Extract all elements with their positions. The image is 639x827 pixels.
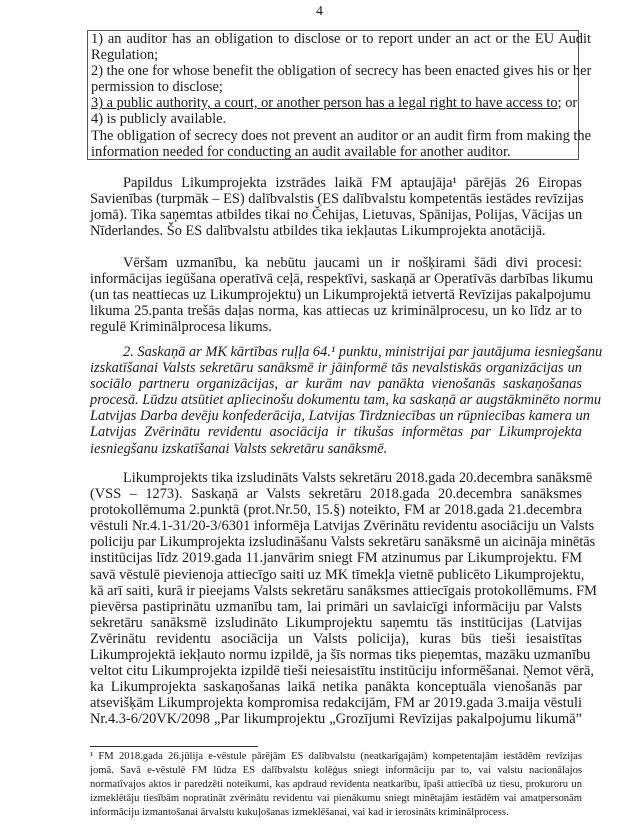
footnote-line: informāciju izmantošanai ārvalstu kukuļošanas izmeklēšanai, vai kad ir ierosināts kriminālprocess. — [90, 807, 509, 818]
paragraph-line: informācijas iegūšana operatīvā ceļā, respektīvi, saskaņā ar Operatīvās darbības likumu — [90, 271, 594, 288]
paragraph-line: likuma 25.panta trešās daļas norma, kas attiecas uz kriminālprocesu, un ko līdz ar to — [90, 303, 582, 320]
paragraph — [90, 175, 582, 239]
quote-line: information needed for conducting an audit available for another auditor. — [91, 143, 511, 160]
quote-line: 2) the one for whose benefit the obligation of secrecy has been enacted gives his or her — [91, 63, 592, 80]
paragraph-line: izskatīšanai Valsts sekretāru sanāksmē ir jāinformē tās nevalstiskās organizācijas un — [90, 360, 582, 377]
quote-line — [91, 95, 591, 111]
quote-line: 1) an auditor has an obligation to disclose or to report under an act or the EU Audit — [91, 31, 591, 47]
paragraph-line: Likumprojektā iekļauto normu izpildē, ja šīs normas tiks pieņemtas, mazāku uzmanību — [90, 647, 591, 664]
paragraph-line: Vēršam uzmanību, ka nebūtu jaucami un ir nošķirami šādi divi procesi: — [123, 255, 582, 271]
paragraph — [90, 344, 603, 457]
paragraph-line: protokollēmuma 2.punktā (prot.Nr.50, 15.§) noteikto, FM ar 2018.gada 21.decembra — [90, 502, 582, 519]
paragraph-line: procesā. Lūdzu atsūtiet apliecinošu dokumentu tam, ka saskaņā ar augstākminēto normu — [90, 392, 602, 409]
paragraph-line: Nīderlandes. Šo ES dalībvalstu atbildes tika iekļautas Likumprojekta anotācijā. — [90, 223, 546, 240]
paragraph-line: ka Likumprojekta saskaņošanas laikā netika panākta konceptuāla vienošanās par — [90, 679, 582, 696]
quoted-regulation-box — [87, 30, 592, 160]
paragraph-line: institūcijas līdz 2019.gada 11.janvārim sniegt FM atzinumus par Likumprojektu. FM — [90, 550, 582, 567]
page-number: 4 — [316, 4, 323, 19]
paragraph-line: vēstuli Nr.4.1-31/20-3/6301 informēja Latvijas Zvērinātu revidentu asociāciju un Valsts — [90, 518, 595, 535]
paragraph — [90, 470, 597, 728]
paragraph — [90, 255, 594, 336]
footnote-line: ¹ FM 2018.gada 26.jūlija e-vēstule pārējām ES dalībvalstu (neatkarīgajām) kompetentajām iestādēm revīzijas — [90, 751, 582, 762]
paragraph-line: Papildus Likumprojekta izstrādes laikā FM aptaujāja¹ pārējās 26 Eiropas — [123, 175, 582, 191]
paragraph-line: veltot citu Likumprojekta izpildē tieši neiesaistītu institūciju informēšanai. Ņemot vērā, — [90, 663, 594, 680]
quote-line: permission to disclose; — [91, 79, 223, 96]
quote-line: The obligation of secrecy does not prevent an auditor or an audit firm from making the — [91, 127, 591, 144]
text-suffix: ; or — [557, 95, 578, 112]
paragraph-line: jomā). Tika saņemtas atbildes tikai no Čehijas, Lietuvas, Spānijas, Polijas, Vācijas un — [90, 207, 583, 224]
quote-line: Regulation; — [91, 47, 159, 64]
paragraph-line: pievērsa pastiprinātu uzmanību tam, lai primāri un savlaicīgi informāciju par Valsts — [90, 598, 582, 615]
paragraph-line: atsevišķām Likumprojekta kompromisa redakcijām, FM ar 2019.gada 3.maija vēstuli — [90, 695, 582, 712]
paragraph-line: 2. Saskaņā ar MK kārtības ruļļa 64.¹ punktu, ministrijai par jautājuma iesniegšanu — [123, 344, 603, 360]
paragraph-line: (un tas neattiecas uz Likumprojektu) un Likumprojektā ietvertā Revīzijas pakalpojumu — [90, 287, 591, 304]
paragraph-line: Zvērinātu revidentu asociācija un Valsts policija), kuras būs tieši iesaistītas — [90, 630, 582, 647]
footnote-line: normatīvajos aktos ir paredzēti noteikumi, kas apdraud revidenta neatkarību, īpaši attiecībā uz tiesu, prokuroru un — [90, 779, 582, 790]
paragraph-line: policiju par Likumprojekta izsludināšanu Valsts sekretāru sanāksmē un aicināja minētās — [90, 534, 596, 551]
paragraph-line: Nr.4.3-6/20VK/2098 „Par likumprojektu „Grozījumi Revīzijas pakalpojumu likumā” — [90, 711, 582, 728]
paragraph-line: savā vēstulē pievienoja attiecīgo saiti uz MK tīmekļa vietnē publicēto Likumprojektu, — [90, 566, 585, 583]
paragraph-line: kā arī saiti, kurā ir pieejams Valsts sekretāru sanāksmes attiecīgais protokollēmums. FM — [90, 582, 597, 599]
paragraph-line: sekretāru sanāksmē izsludināto Likumprojektu saņemtu tās institūcijas (Latvijas — [90, 614, 582, 631]
paragraph-line: Latvijas Zvērinātu revidentu asociācija ir tikušas informētas par Likumprojekta — [90, 424, 582, 441]
footnote-line: izmeklētāju tiesībām nopratināt zvērinātu revidentu vai pienākumu sniegt minētajām iestādēm vai amatpersonām — [90, 793, 582, 804]
paragraph-line: Latvijas Darba devēju konfederācija, Latvijas Tirdzniecības un rūpniecības kamera un — [90, 408, 590, 425]
footnote-separator — [90, 746, 258, 747]
paragraph-line: regulē Kriminālprocesa likums. — [90, 319, 272, 336]
paragraph-line: iesniegšanu izskatīšanai Valsts sekretāru sanāksmē. — [90, 440, 388, 457]
paragraph-line: sociālo partneru organizācijas, ar kurām nav panākta vienošanās saskaņošanas — [90, 376, 582, 393]
footnote — [90, 750, 582, 820]
paragraph-line: Likumprojekts tika izsludināts Valsts sekretāru 2018.gada 20.decembra sanāksmē — [123, 470, 593, 486]
footnote-line: jomā. Savā e-vēstulē FM lūdza ES dalībvalstu kolēģus sniegt informāciju par to, vai valstu nacionālajos — [90, 765, 582, 776]
underlined-text: 3) a public authority, a court, or another person has a legal right to have access to — [91, 95, 558, 112]
quote-line: 4) is publicly available. — [91, 111, 227, 128]
paragraph-line: Savienības (turpmāk – ES) dalībvalstis (ES dalībvalstu kompetentās iestādes revīzijas — [90, 191, 584, 208]
paragraph-line: (VSS – 1273). Saskaņā ar Valsts sekretāru 2018.gada 20.decembra sanāksmes — [90, 486, 582, 503]
